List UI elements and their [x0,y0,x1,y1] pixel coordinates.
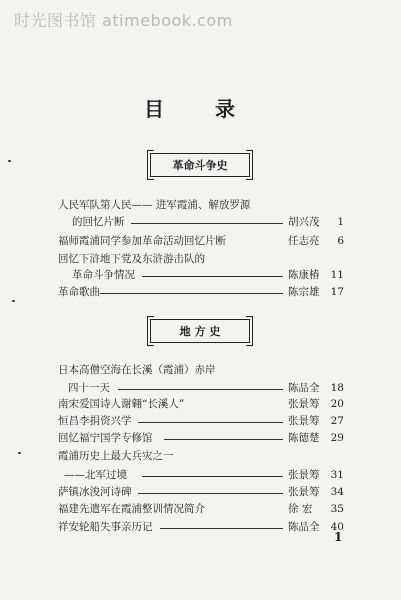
toc-entry-title: ——北军过境 [64,469,127,481]
toc-entry-title: 恒昌李捐资兴学 [58,415,132,427]
page-number: 1 [334,530,343,544]
toc-entry-page: 34 [330,486,344,498]
toc-entry-author: 陈品全 [288,521,320,533]
toc-entry-title: 四十一天 [68,382,110,394]
toc-entry-page: 6 [337,235,344,247]
toc-entry-page: 1 [337,216,344,228]
section-heading-local-history [150,319,250,343]
toc-entry-page: 31 [330,469,344,481]
toc-entry-page: 17 [330,286,344,298]
toc-entry-page: 11 [330,269,344,281]
section-heading-label: 地 方 史 [179,325,221,338]
toc-entry-title: 祥安轮船失事亲历记 [58,521,153,533]
toc-entry-title: 福师霞浦同学参加革命活动回忆片断 [58,235,226,247]
leader-rule [142,276,283,277]
toc-entry-page: 40 [330,521,344,533]
toc-entry-author: 陈康椿 [288,269,320,281]
watermark: 时光图书馆 atimebook.com [14,11,233,30]
toc-entry-page: 29 [330,432,344,444]
scan-speck [8,160,11,162]
section-heading-label: 革命斗争史 [172,159,228,172]
toc-entry-author: 任志亮 [288,235,320,247]
toc-entry-author: 陈品全 [288,382,320,394]
toc-entry-author: 张景筹 [288,469,320,481]
toc-entry-page: 18 [330,382,344,394]
leader-rule [142,476,283,477]
toc-entry-page: 20 [330,398,344,410]
leader-rule [100,293,283,294]
leader-rule [131,223,283,224]
page-title: 目 录 [144,97,257,121]
toc-entry-author: 张景筹 [288,486,320,498]
toc-entry-title: 回忆下浒地下党及东浒游击队的 [58,253,205,265]
leader-rule [160,528,283,529]
toc-entry-author: 胡兴茂 [288,216,320,228]
toc-entry-author: 张景筹 [288,398,320,410]
leader-rule [164,439,283,440]
leader-rule [138,493,283,494]
toc-entry-title: 萨镇冰浚河诗碑 [58,486,132,498]
scan-speck [18,452,21,454]
section-heading-revolution [150,153,250,177]
toc-entry-author: 徐 宏 [288,503,313,515]
leader-rule [118,389,283,390]
toc-entry-title: 福建先遣军在霞浦整训情况简介 [58,503,205,515]
scan-speck [12,300,15,302]
toc-entry-title: 革命斗争情况 [72,269,135,281]
toc-entry-page: 27 [330,415,344,427]
toc-entry-author: 陈宗雄 [288,286,320,298]
toc-entry-title: 霞浦历史上最大兵灾之一 [58,450,174,462]
toc-entry-title: 革命歌曲 [58,286,100,298]
toc-entry-title: 日本高僧空海在长溪（霞浦）赤岸 [58,364,216,376]
toc-entry-page: 35 [330,503,344,515]
toc-entry-title: 南宋爱国诗人谢翱“长溪人” [58,398,185,410]
toc-entry-title: 回忆福宁国学专修馆 [58,432,153,444]
toc-entry-author: 陈德楚 [288,432,320,444]
toc-entry-title: 的回忆片断 [72,216,125,228]
leader-rule [138,422,283,423]
toc-entry-title: 人民军队第人民—— 进军霞浦、解放罗源 [58,199,251,211]
toc-entry-author: 张景筹 [288,415,320,427]
